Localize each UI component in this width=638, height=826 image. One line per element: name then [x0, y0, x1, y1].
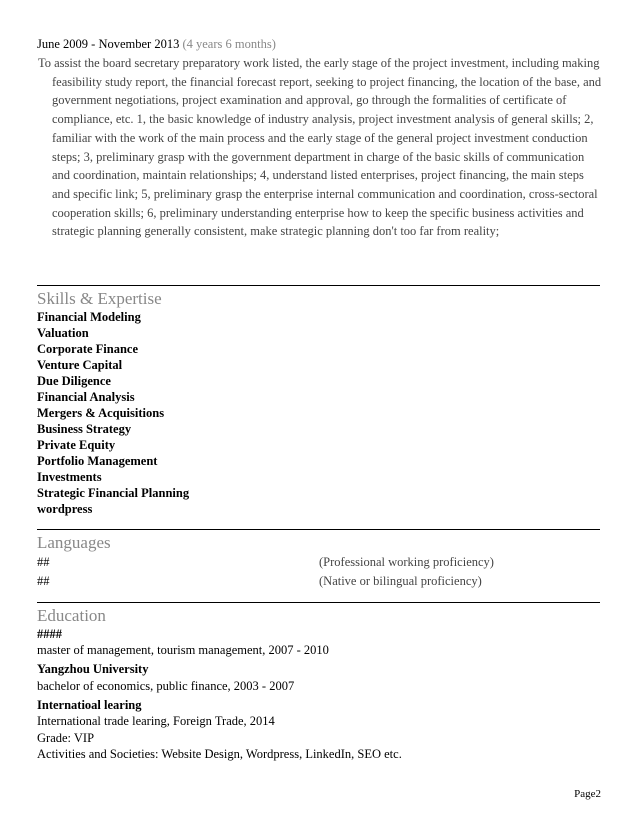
skill-item: Strategic Financial Planning [37, 486, 190, 500]
skill-item: Mergers & Acquisitions [37, 406, 165, 420]
skill-item: Financial Analysis [37, 390, 135, 404]
skill-item: wordpress [37, 502, 93, 516]
skill-item: Corporate Finance [37, 342, 139, 356]
education-section-title: Education [37, 606, 106, 625]
skill-item: Investments [37, 470, 102, 484]
language-name: ## [37, 555, 50, 569]
education-school: Yangzhou University [37, 662, 149, 676]
languages-section-title: Languages [37, 533, 111, 552]
section-divider [37, 529, 600, 530]
skill-item: Financial Modeling [37, 310, 141, 324]
language-proficiency: (Professional working proficiency) [319, 555, 494, 569]
job-description: To assist the board secretary preparatory work listed, the early stage of the project investment, including making feasibility study report, the financial forecast report, seeking to project financing, the location of the base, and government negotiations, project examination and approval, go through the formalities of certificate of compliance, etc. 1, the basic knowledge of industry analysis, project investment analysis of general skills; 2, familiar with the work of the main process and the early stage of the general project investment conduction steps; 3, preliminary grasp with the government department in charge of the basic skills of communication and coordination, maintain relationships; 4, understand listed enterprises, project financing, the main steps and specific link; 5, preliminary grasp the enterprise internal communication and coordination, cross-sectoral cooperation skills; 6, preliminary understanding enterprise how to keep the specific business activities and strategic planning generally consistent, make strategic planning don't too far from reality; [38, 56, 602, 239]
education-school: Internatioal learing [37, 698, 142, 712]
section-divider [37, 285, 600, 286]
education-detail: master of management, tourism management, 2007 - 2010 [37, 643, 329, 657]
education-activities: Activities and Societies: Website Design, Wordpress, LinkedIn, SEO etc. [37, 747, 402, 761]
skill-item: Venture Capital [37, 358, 123, 372]
education-detail: International trade learing, Foreign Trade, 2014 [37, 714, 275, 728]
job-duration: (4 years 6 months) [182, 37, 276, 51]
skill-item: Private Equity [37, 438, 116, 452]
skill-item: Valuation [37, 326, 89, 340]
skill-item: Business Strategy [37, 422, 132, 436]
page-number: Page2 [574, 788, 601, 800]
language-proficiency: (Native or bilingual proficiency) [319, 574, 482, 588]
skills-list [37, 309, 189, 517]
education-school: #### [37, 627, 62, 641]
section-divider [37, 602, 600, 603]
skill-item: Portfolio Management [37, 454, 158, 468]
education-detail: bachelor of economics, public finance, 2003 - 2007 [37, 679, 295, 693]
language-name: ## [37, 574, 50, 588]
job-date-range: June 2009 - November 2013 [37, 37, 180, 51]
skills-section-title: Skills & Expertise [37, 289, 162, 308]
skill-item: Due Diligence [37, 374, 111, 388]
job-dates [37, 37, 276, 52]
education-grade: Grade: VIP [37, 731, 95, 745]
